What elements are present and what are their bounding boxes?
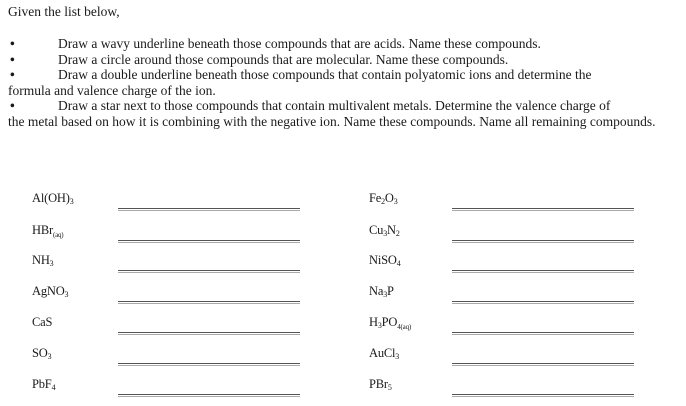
compound-formula [32,191,74,206]
formula-subscript: 3 [395,352,400,361]
formula-base: AuCl [369,346,396,360]
answer-blank[interactable] [452,301,634,304]
formula-base: NH [32,253,50,267]
formula-subscript: 3 [69,197,74,206]
instruction-text: Draw a wavy underline beneath those compounds that are acids. Name these compounds. [58,36,541,51]
formula-subscript: 3 [64,290,69,299]
formula-base: HBr [32,223,53,237]
bullet-icon: • [10,51,15,67]
formula-subscript: 4 [51,383,56,392]
answer-blank[interactable] [118,332,300,335]
instruction-text: Draw a circle around those compounds that are molecular. Name these compounds. [58,51,509,67]
formula-base: AgNO [32,284,65,298]
compound-formula [32,377,55,392]
answer-blank[interactable] [118,363,300,366]
compound-formula [369,223,400,238]
formula-base: Na [369,284,384,298]
compound-formula [369,284,394,299]
answer-blank[interactable] [452,394,634,397]
bullet-icon: • [10,36,15,51]
formula-subscript: 3 [393,197,398,206]
formula-subscript: 3 [383,229,387,238]
answer-blank[interactable] [452,208,634,211]
compound-formula [32,284,68,299]
compound-formula [32,253,53,268]
formula-base: H [369,315,378,329]
compound-formula [32,346,51,361]
formula-base: PO [381,315,398,329]
formula-base: N [387,223,396,237]
answer-blank[interactable] [118,394,300,397]
answer-blank[interactable] [118,240,300,243]
answer-blank[interactable] [452,270,634,273]
formula-base: CaS [32,315,53,329]
formula-base: NiSO [369,253,397,267]
bullet-icon: • [10,98,15,113]
formula-subscript: 2 [395,229,400,238]
compound-formula [32,223,63,239]
formula-subscript: 4(aq) [397,323,412,331]
compound-formula [32,315,52,330]
answer-blank[interactable] [118,208,300,211]
instruction-text: Draw a star next to those compounds that contain multivalent metals. Determine the valence charge of [58,98,611,113]
formula-base: O [384,191,394,205]
formula-subscript: 3 [47,352,52,361]
answer-blank[interactable] [118,270,300,273]
compound-formula [369,191,398,206]
formula-base: PBr [369,377,388,391]
formula-subscript: 2 [381,197,385,206]
compound-formula [369,315,411,331]
formula-base: Al(OH) [32,191,70,205]
formula-subscript: 3 [377,321,382,330]
answer-blank[interactable] [452,332,634,335]
answer-blank[interactable] [118,301,300,304]
answer-blank[interactable] [452,240,634,243]
formula-subscript: 3 [383,290,387,299]
instruction-text: Draw a double underline beneath those compounds that contain polyatomic ions and determine the [58,67,592,82]
bullet-icon: • [10,67,15,82]
instruction-continuation: the metal based on how it is combining with the negative ion. Name these compounds. Name all remaining compounds. [8,113,656,129]
instruction-continuation: formula and valence charge of the ion. [8,82,216,98]
formula-base: SO [32,346,48,360]
compound-formula [369,346,399,361]
formula-base: PbF [32,377,52,391]
formula-subscript: 4 [396,259,401,268]
formula-base: P [387,284,394,298]
intro-text: Given the list below, [8,4,120,19]
formula-base: Fe [369,191,382,205]
formula-base: Cu [369,223,384,237]
compound-formula [369,253,401,268]
compound-formula [369,377,392,392]
answer-blank[interactable] [452,363,634,366]
formula-subscript: (aq) [52,231,64,239]
formula-subscript: 5 [387,383,392,392]
formula-subscript: 3 [49,259,54,268]
